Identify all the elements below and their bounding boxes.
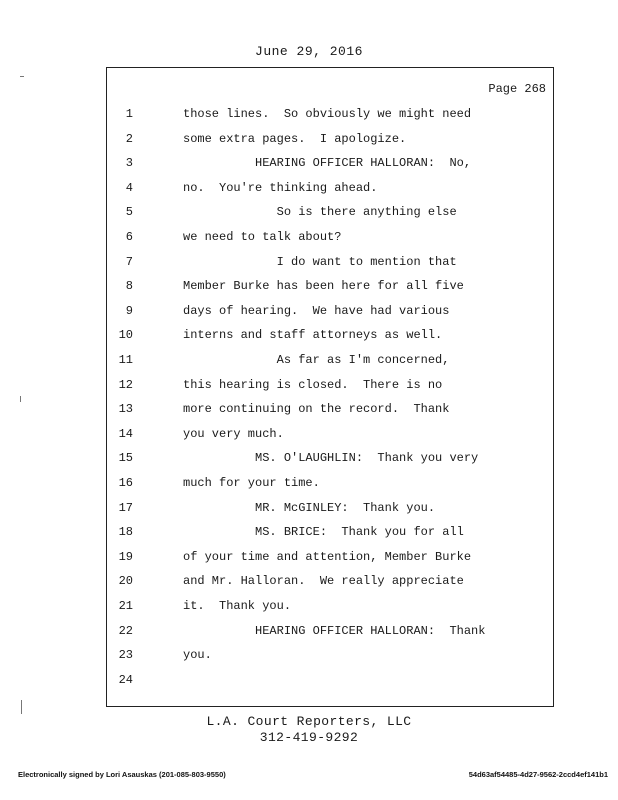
transcript-date: June 29, 2016 (255, 44, 363, 59)
transcript-line (107, 205, 547, 225)
line-text: it. Thank you. (183, 599, 292, 613)
line-number: 16 (118, 476, 133, 490)
line-text: interns and staff attorneys as well. (183, 328, 443, 343)
line-number: 17 (118, 500, 133, 515)
transcript-line (107, 353, 547, 373)
line-number: 7 (125, 254, 133, 269)
line-number: 21 (118, 599, 133, 613)
court-reporter-name: L.A. Court Reporters, LLC (206, 714, 412, 729)
line-number: 24 (118, 672, 133, 687)
electronic-signature-note: Electronically signed by Lori Asauskas (201-085-803-9550) (18, 770, 226, 779)
line-number: 22 (118, 623, 133, 638)
line-text: Member Burke has been here for all five (183, 279, 464, 294)
line-text: more continuing on the record. Thank (183, 402, 450, 417)
transcript-line (107, 402, 547, 422)
line-text: some extra pages. I apologize. (183, 131, 407, 146)
line-number: 10 (118, 328, 133, 343)
transcript-line (107, 279, 547, 299)
court-reporter-phone: 312-419-9292 (259, 730, 359, 745)
transcript-line (107, 156, 547, 176)
line-number: 23 (118, 648, 133, 663)
scan-artifact (20, 76, 24, 77)
line-text: HEARING OFFICER HALLORAN: Thank (183, 623, 486, 638)
line-number: 12 (118, 377, 133, 392)
line-number: 9 (125, 303, 133, 318)
transcript-line (107, 107, 547, 127)
transcript-line (107, 132, 547, 152)
line-text: MR. McGINLEY: Thank you. (183, 500, 436, 515)
transcript-line (107, 624, 547, 644)
line-number: 2 (125, 131, 133, 146)
line-text: no. You're thinking ahead. (183, 180, 378, 195)
transcript-line (107, 427, 547, 447)
line-number: 19 (118, 549, 133, 564)
line-number: 3 (125, 156, 133, 171)
transcript-line (107, 673, 547, 693)
line-text: So is there anything else (183, 205, 457, 220)
transcript-line (107, 451, 547, 471)
transcript-line (107, 328, 547, 348)
transcript-line (107, 230, 547, 250)
line-text: HEARING OFFICER HALLORAN: No, (183, 156, 472, 171)
line-text: MS. BRICE: Thank you for all (183, 525, 464, 540)
line-number: 15 (118, 451, 133, 466)
line-text: As far as I'm concerned, (183, 353, 450, 367)
line-text: you. (183, 648, 212, 663)
transcript-line (107, 501, 547, 521)
line-number: 20 (118, 574, 133, 589)
transcript-line (107, 525, 547, 545)
line-text: much for your time. (183, 476, 320, 490)
line-number: 1 (125, 107, 133, 121)
transcript-line (107, 599, 547, 619)
line-text: this hearing is closed. There is no (183, 377, 443, 392)
transcript-line (107, 574, 547, 594)
line-number: 5 (125, 205, 133, 220)
line-number: 8 (125, 279, 133, 294)
line-text: days of hearing. We have had various (183, 303, 450, 318)
line-text: I do want to mention that (183, 254, 457, 269)
line-text: MS. O'LAUGHLIN: Thank you very (183, 451, 479, 466)
line-text: we need to talk about? (183, 230, 342, 244)
transcript-page-frame (106, 67, 554, 707)
line-number: 6 (125, 230, 133, 244)
line-number: 11 (118, 353, 133, 367)
transcript-line (107, 550, 547, 570)
line-text: you very much. (183, 426, 284, 441)
transcript-line (107, 304, 547, 324)
line-text: those lines. So obviously we might need (183, 107, 472, 121)
page-number: Page 268 (488, 82, 546, 96)
transcript-line (107, 255, 547, 275)
line-number: 13 (118, 402, 133, 417)
line-text: and Mr. Halloran. We really appreciate (183, 574, 464, 589)
transcript-line (107, 378, 547, 398)
scan-artifact (20, 396, 21, 402)
line-text: of your time and attention, Member Burke (183, 549, 472, 564)
line-number: 18 (118, 525, 133, 540)
document-hash: 54d63af54485-4d27-9562-2ccd4ef141b1 (468, 770, 608, 779)
line-number: 14 (118, 426, 133, 441)
scan-artifact (21, 700, 22, 714)
transcript-line (107, 648, 547, 668)
line-number: 4 (125, 180, 133, 195)
transcript-line (107, 476, 547, 496)
transcript-line (107, 181, 547, 201)
